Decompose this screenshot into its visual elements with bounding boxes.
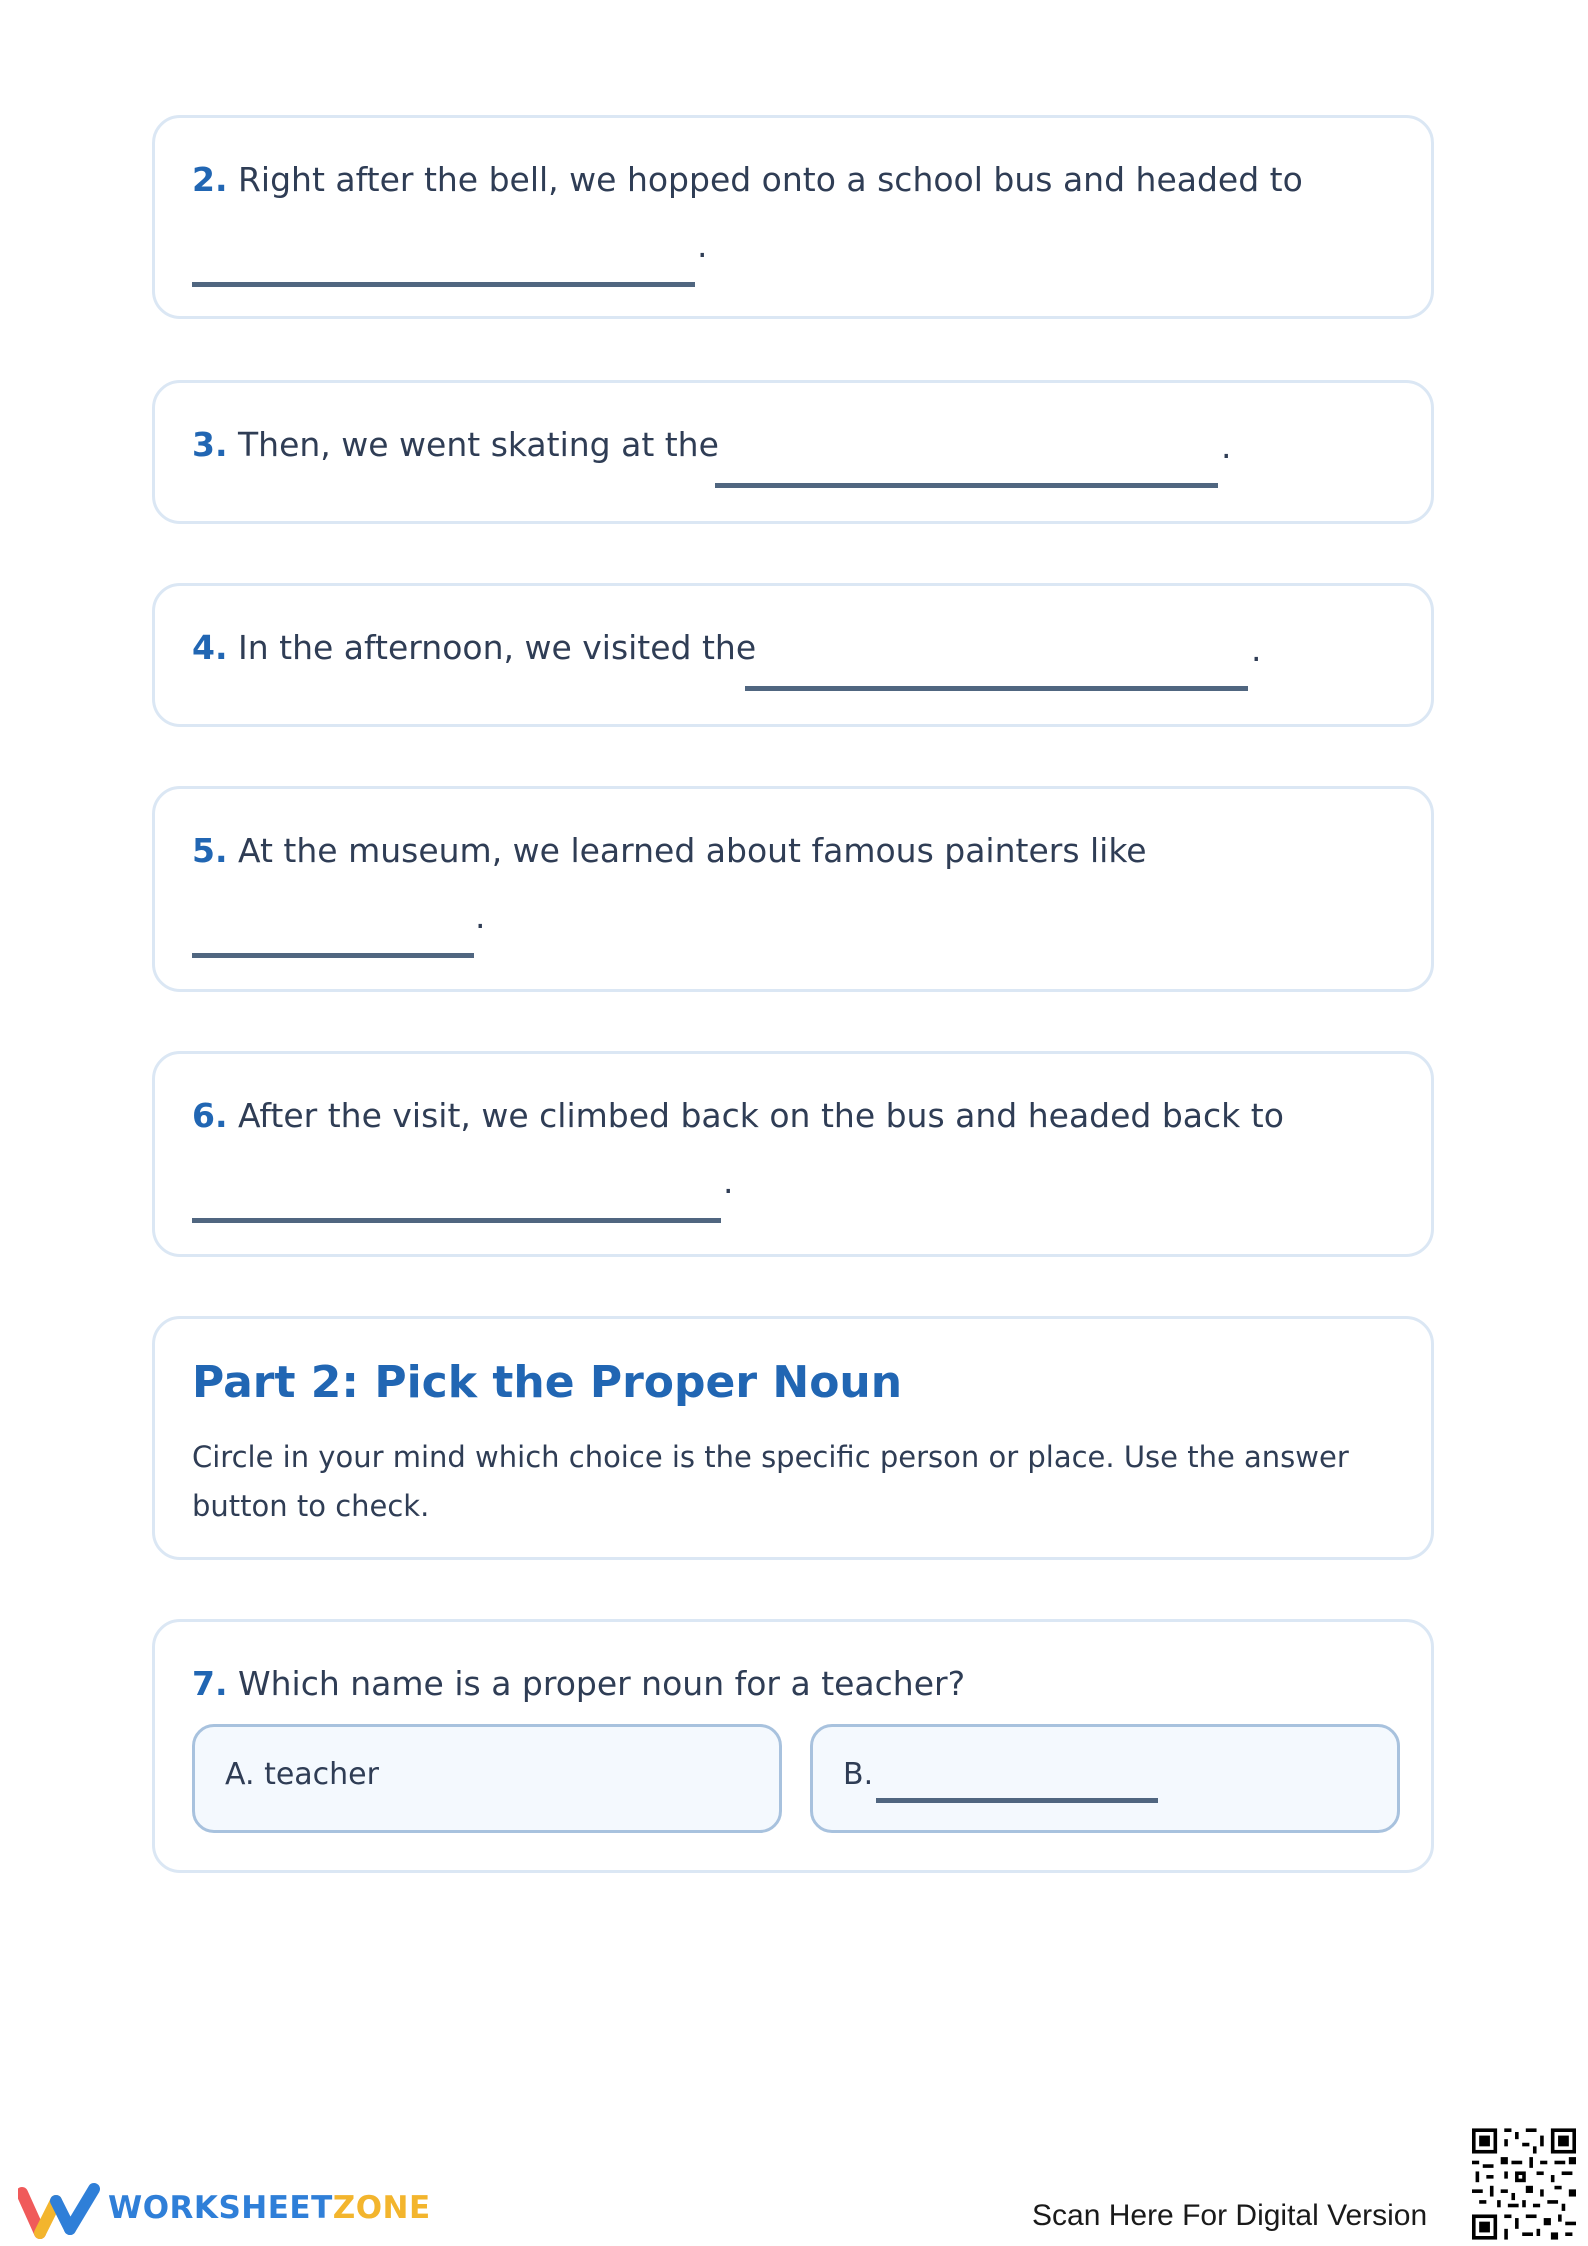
scan-caption: Scan Here For Digital Version: [1032, 2199, 1428, 2232]
answer-blank[interactable]: [876, 1798, 1158, 1803]
question-number: 5.: [192, 831, 228, 870]
question-prompt: Then, we went skating at the: [238, 425, 719, 464]
sentence-period: .: [723, 1162, 734, 1201]
question-text: [192, 628, 756, 667]
question-prompt: In the afternoon, we visited the: [238, 628, 757, 667]
question-text: [192, 1096, 1284, 1135]
brand-name-part2: ZONE: [332, 2190, 431, 2226]
question-number: 3.: [192, 425, 228, 464]
sentence-period: .: [475, 897, 486, 936]
question-text: [192, 1664, 965, 1703]
question-prompt: Right after the bell, we hopped onto a school bus and headed to: [238, 160, 1303, 199]
question-prompt: After the visit, we climbed back on the bus and headed back to: [238, 1096, 1284, 1135]
sentence-period: .: [697, 226, 708, 265]
sentence-period: .: [1251, 630, 1262, 669]
question-text: [192, 425, 719, 464]
question-prompt: Which name is a proper noun for a teacher?: [238, 1664, 966, 1703]
question-number: 2.: [192, 160, 228, 199]
choice-b-label: B.: [843, 1757, 874, 1792]
question-number: 7.: [192, 1664, 228, 1703]
question-card-3: [152, 380, 1434, 524]
question-text: [192, 160, 1303, 199]
question-text: [192, 831, 1147, 870]
question-prompt: At the museum, we learned about famous painters like: [238, 831, 1147, 870]
question-card-4: [152, 583, 1434, 727]
question-card-6: [152, 1051, 1434, 1257]
answer-blank[interactable]: [715, 483, 1218, 488]
question-number: 6.: [192, 1096, 228, 1135]
part2-title: Part 2: Pick the Proper Noun: [192, 1357, 903, 1408]
choice-a-button[interactable]: [192, 1724, 782, 1833]
question-card-7: [152, 1619, 1434, 1873]
answer-blank[interactable]: [745, 686, 1248, 691]
qr-code-icon[interactable]: [1472, 2128, 1576, 2240]
question-card-2: [152, 115, 1434, 319]
choice-b-button[interactable]: [810, 1724, 1400, 1833]
brand-name-part1: WORKSHEET: [108, 2190, 333, 2226]
answer-blank[interactable]: [192, 953, 474, 958]
part2-header-card: [152, 1316, 1434, 1560]
answer-blank[interactable]: [192, 1218, 721, 1223]
choice-a-label: A. teacher: [225, 1757, 379, 1792]
answer-blank[interactable]: [192, 282, 695, 287]
question-card-5: [152, 786, 1434, 992]
worksheetzone-logo-icon: [18, 2183, 102, 2239]
part2-description: Circle in your mind which choice is the specific person or place. Use the answer button to check.: [192, 1440, 1349, 1523]
brand-name: [108, 2190, 431, 2226]
question-number: 4.: [192, 628, 228, 667]
sentence-period: .: [1221, 427, 1232, 466]
